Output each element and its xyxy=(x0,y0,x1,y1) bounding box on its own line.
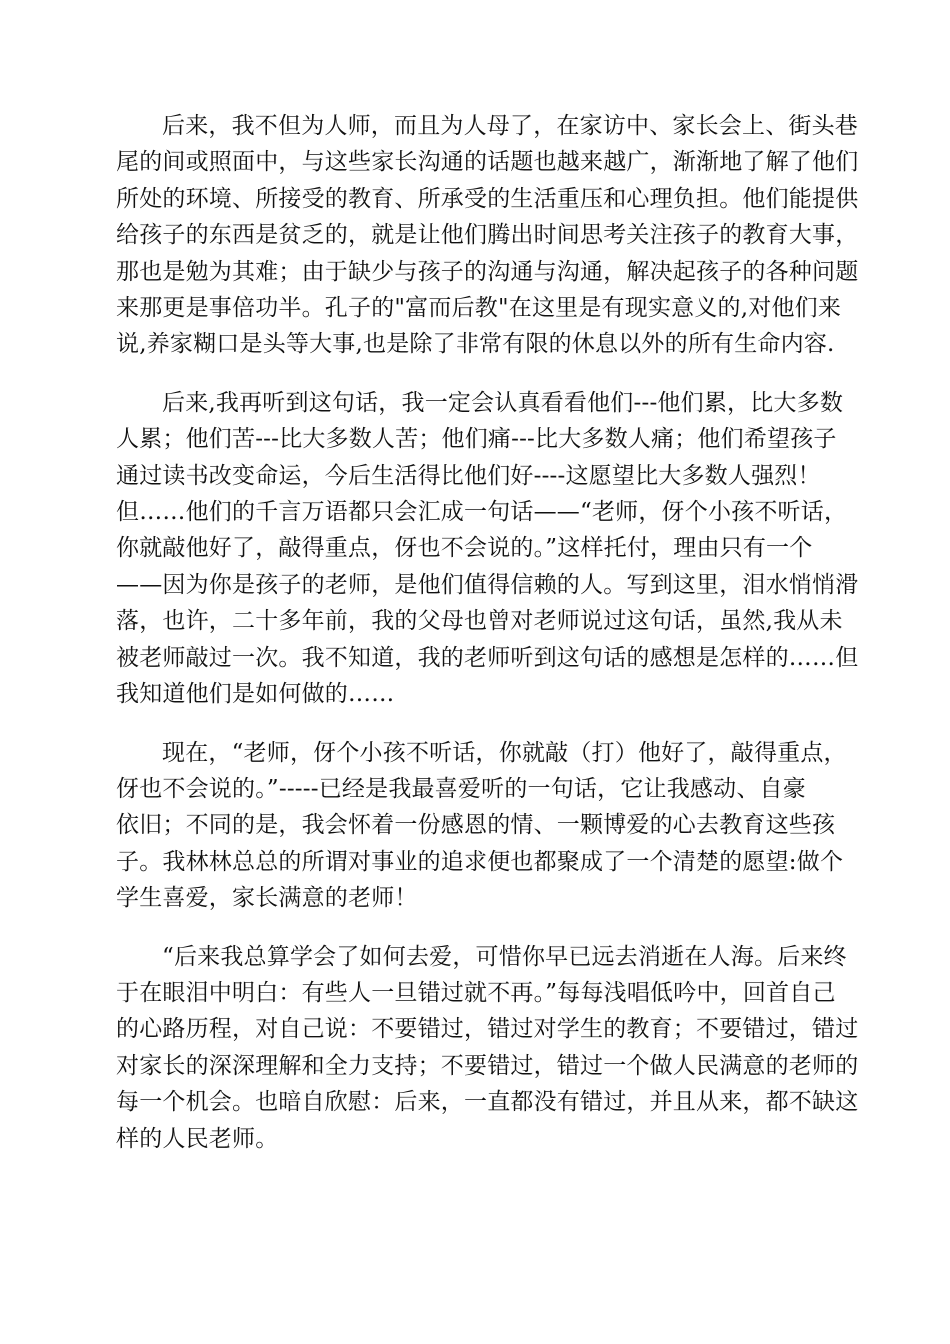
text-line: 每一个机会。也暗自欣慰：后来，一直都没有错过，并且从来，都不缺这 xyxy=(116,1089,859,1116)
text-line: 那也是勉为其难；由于缺少与孩子的沟通与沟通，解决起孩子的各种问题 xyxy=(116,258,859,285)
text-line: 对家长的深深理解和全力支持；不要错过，错过一个做人民满意的老师的 xyxy=(116,1052,859,1079)
text-line: 的心路历程，对自己说：不要错过，错过对学生的教育；不要错过，错过 xyxy=(116,1016,859,1043)
text-line: 后来,我再听到这句话，我一定会认真看看他们---他们累，比大多数 xyxy=(162,389,844,416)
text-line: 现在，“老师，伢个小孩不听话，你就敲（打）他好了，敲得重点， xyxy=(162,739,847,766)
paragraph-2 xyxy=(116,385,859,713)
text-line: “后来我总算学会了如何去爱，可惜你早已远去消逝在人海。后来终 xyxy=(162,943,847,970)
text-line: 但……他们的千言万语都只会汇成一句话——“老师，伢个小孩不听话， xyxy=(116,499,848,526)
document-page xyxy=(116,108,859,1157)
text-line: 于在眼泪中明白：有些人一旦错过就不再。”每每浅唱低吟中，回首自己 xyxy=(116,979,836,1006)
text-line: 给孩子的东西是贫乏的，就是让他们腾出时间思考关注孩子的教育大事， xyxy=(116,222,859,249)
text-line: 尾的间或照面中，与这些家长沟通的话题也越来越广，渐渐地了解了他们 xyxy=(116,149,859,176)
text-line: 依旧；不同的是，我会怀着一份感恩的情、一颗博爱的心去教育这些孩 xyxy=(116,812,836,839)
text-line: 你就敲他好了，敲得重点，伢也不会说的。”这样托付，理由只有一个 xyxy=(116,535,813,562)
text-line: 落，也许，二十多年前，我的父母也曾对老师说过这句话，虽然,我从未 xyxy=(116,608,843,635)
text-line: 样的人民老师。 xyxy=(116,1125,279,1152)
text-line: 伢也不会说的。”-----已经是我最喜爱听的一句话，它让我感动、自豪 xyxy=(116,775,806,802)
paragraph-3 xyxy=(116,735,847,917)
text-line: 后来，我不但为人师，而且为人母了，在家访中、家长会上、街头巷 xyxy=(162,113,858,139)
text-line: 我知道他们是如何做的…… xyxy=(116,681,395,708)
text-line: 来那更是事倍功半。孔子的"富而后教"在这里是有现实意义的,对他们来 xyxy=(116,295,842,322)
text-line: 说,养家糊口是头等大事,也是除了非常有限的休息以外的所有生命内容. xyxy=(116,331,835,358)
text-line: 学生喜爱，家长满意的老师！ xyxy=(116,885,418,912)
text-line: 子。我林林总总的所谓对事业的追求便也都聚成了一个清楚的愿望:做个 xyxy=(116,848,844,875)
paragraph-1 xyxy=(116,108,859,363)
text-line: ——因为你是孩子的老师，是他们值得信赖的人。写到这里，泪水悄悄滑 xyxy=(116,571,859,598)
text-line: 通过读书改变命运，今后生活得比他们好----这愿望比大多数人强烈！ xyxy=(116,462,821,489)
paragraph-4 xyxy=(116,939,859,1157)
text-line: 所处的环境、所接受的教育、所承受的生活重压和心理负担。他们能提供 xyxy=(116,185,859,212)
text-line: 被老师敲过一次。我不知道，我的老师听到这句话的感想是怎样的……但 xyxy=(116,644,859,671)
text-line: 人累；他们苦---比大多数人苦；他们痛---比大多数人痛；他们希望孩子 xyxy=(116,426,837,453)
